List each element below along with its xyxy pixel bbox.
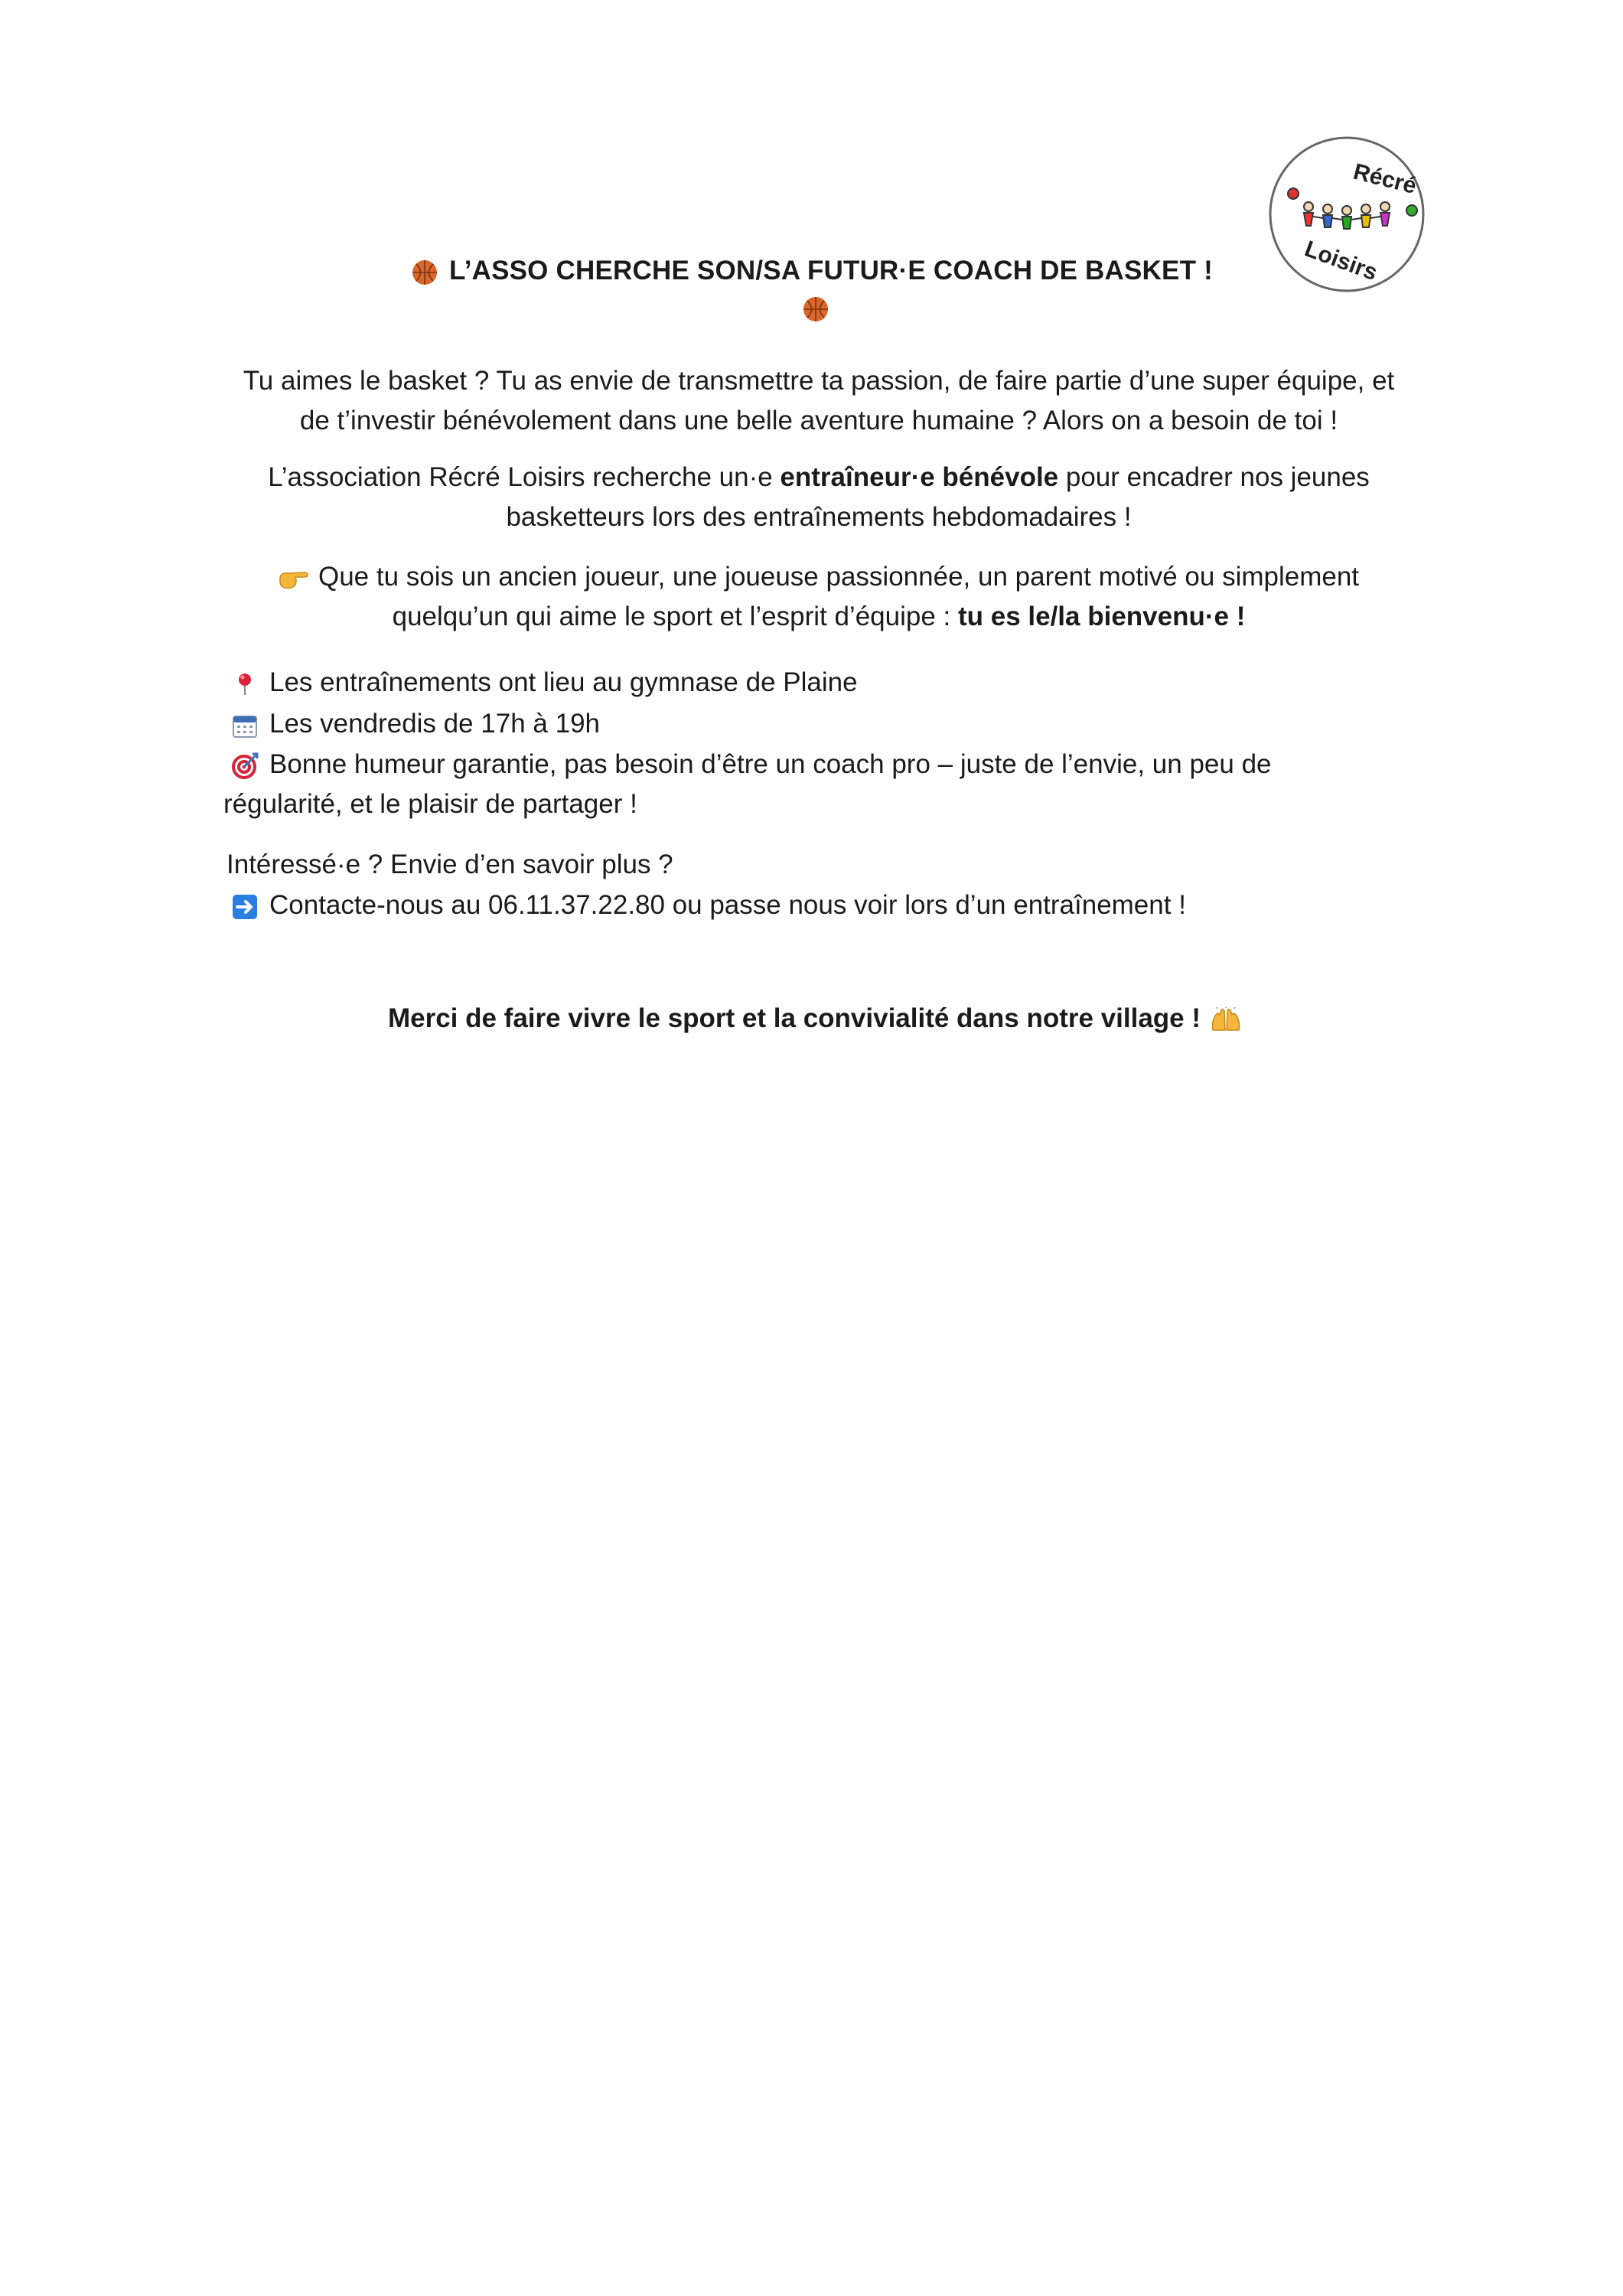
welcome-line-2-plain: quelqu’un qui aime le sport et l’esprit d’équipe : <box>392 602 958 631</box>
detail-schedule <box>230 704 1339 744</box>
detail-mood-text-1: Bonne humeur garantie, pas besoin d’être un coach pro – juste de l’envie, un peu de <box>269 749 1272 779</box>
calendar-icon <box>230 713 260 739</box>
contact-text: Contacte-nous au 06.11.37.22.80 ou passe nous voir lors d’un entraînement ! <box>269 890 1186 920</box>
detail-mood <box>223 745 1339 824</box>
target-icon <box>230 752 260 780</box>
contact-question: Intéressé·e ? Envie d’en savoir plus ? <box>227 850 673 879</box>
detail-schedule-text: Les vendredis de 17h à 19h <box>269 709 600 739</box>
intro-paragraph <box>214 361 1423 441</box>
welcome-line-2-bold: tu es le/la bienvenu·e ! <box>957 602 1246 631</box>
title-text: L’ASSO CHERCHE SON/SA FUTUR·E COACH DE BASKET ! <box>449 256 1213 285</box>
basketball-icon <box>800 295 831 323</box>
association-line-1 <box>214 458 1423 497</box>
intro-line-2: de t’investir bénévolement dans une belle aventure humaine ? Alors on a besoin de toi ! <box>299 406 1338 435</box>
pointing-hand-icon <box>279 566 309 591</box>
detail-location <box>230 663 1339 703</box>
logo-text-top: Récré <box>1351 158 1419 199</box>
contact-line <box>230 885 1339 925</box>
welcome-line-1-text: Que tu sois un ancien joueur, une joueuse passionnée, un parent motivé ou simplement <box>318 562 1360 592</box>
welcome-line-2 <box>214 597 1423 637</box>
closing-message <box>214 999 1423 1039</box>
intro-line-1: Tu aimes le basket ? Tu as envie de transmettre ta passion, de faire partie d’une super équipe, et <box>243 366 1395 396</box>
association-text-after: pour encadrer nos jeunes <box>1058 462 1370 492</box>
welcome-paragraph <box>214 557 1423 637</box>
association-paragraph <box>214 458 1423 537</box>
closing-text: Merci de faire vivre le sport et la convivialité dans notre village ! <box>387 1003 1201 1033</box>
basketball-icon <box>409 259 440 286</box>
detail-location-text: Les entraînements ont lieu au gymnase de Plaine <box>269 667 858 697</box>
logo-text-bottom: Loisirs <box>1301 236 1381 286</box>
detail-mood-line-1 <box>230 745 1339 784</box>
association-line-2: basketteurs lors des entraînements hebdomadaires ! <box>506 502 1132 532</box>
welcome-line-1 <box>214 557 1423 597</box>
right-arrow-icon <box>230 894 260 920</box>
association-text-bold: entraîneur·e bénévole <box>780 462 1059 492</box>
page-title <box>398 253 1224 326</box>
detail-mood-text-2: régularité, et le plaisir de partager ! <box>223 789 637 819</box>
raised-hands-icon <box>1210 1007 1240 1033</box>
pin-icon <box>230 672 260 696</box>
association-text-before: L’association Récré Loisirs recherche un·e <box>268 462 781 492</box>
recre-loisirs-logo <box>1266 134 1427 295</box>
